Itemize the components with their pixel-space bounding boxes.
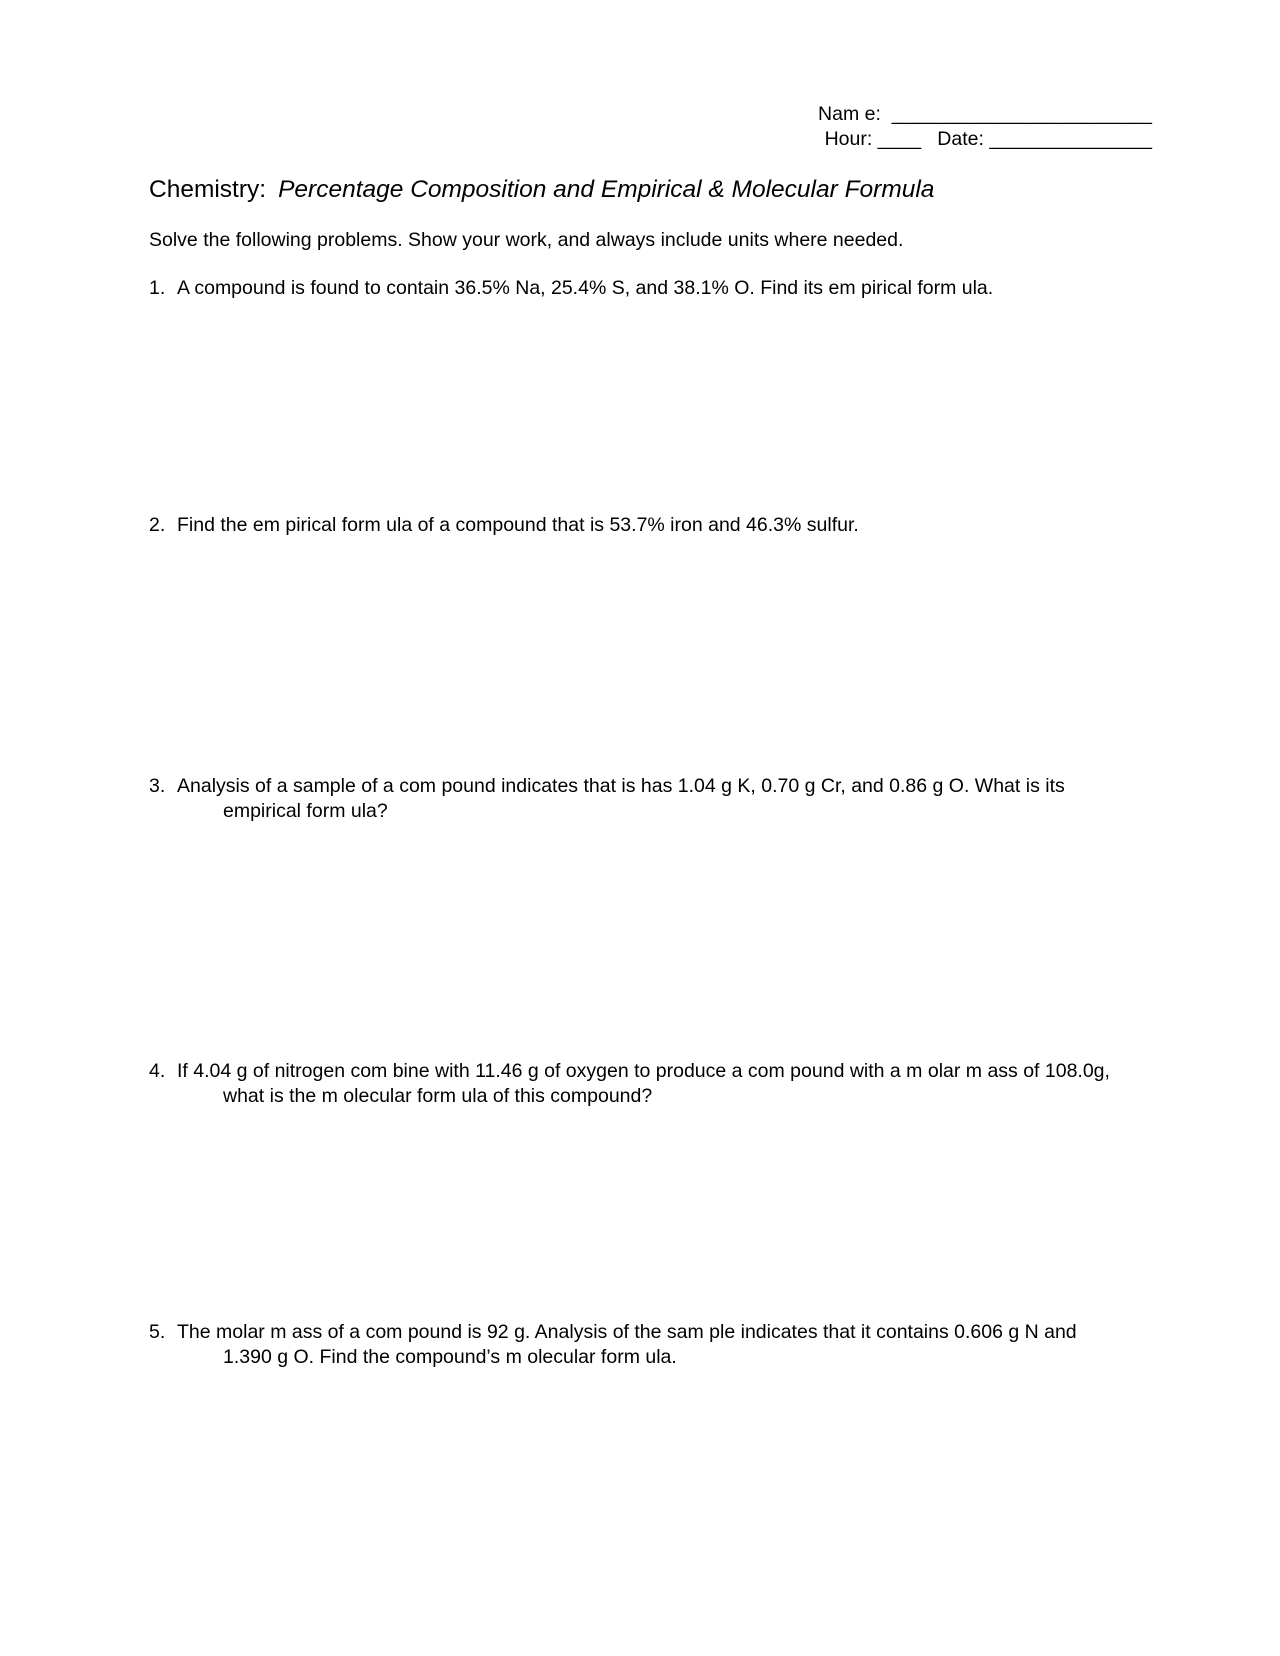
problem-4 (149, 1059, 1110, 1109)
problem-number: 2. (149, 514, 166, 536)
name-line: Nam e: ________________________ (818, 103, 1152, 125)
problem-1 (149, 276, 993, 301)
hour-date-line: Hour: ____ Date: _______________ (824, 128, 1152, 150)
problem-text: The molar m ass of a com pound is 92 g. Analysis of the sam ple indicates that it contains 0.606 g N and (177, 1321, 1077, 1343)
student-info-header (818, 102, 1152, 152)
title-subject: Chemistry: (149, 176, 267, 203)
problem-number: 1. (149, 277, 166, 299)
problem-text-continued: empirical form ula? (223, 800, 388, 822)
worksheet-title (149, 174, 934, 206)
problem-3 (149, 774, 1065, 824)
problem-2 (149, 513, 859, 538)
instructions: Solve the following problems. Show your work, and always include units where needed. (149, 229, 904, 251)
problem-text: A compound is found to contain 36.5% Na, 25.4% S, and 38.1% O. Find its em pirical form ula. (177, 277, 994, 299)
title-topic: Percentage Composition and Empirical & Molecular Formula (278, 176, 935, 203)
problem-text-continued: 1.390 g O. Find the compound’s m olecular form ula. (223, 1346, 677, 1368)
problem-text-continued: what is the m olecular form ula of this compound? (223, 1085, 653, 1107)
problem-number: 4. (149, 1060, 166, 1082)
problem-text: Analysis of a sample of a com pound indicates that is has 1.04 g K, 0.70 g Cr, and 0.86 g O. What is its (177, 775, 1065, 797)
problem-text: If 4.04 g of nitrogen com bine with 11.46 g of oxygen to produce a com pound with a m olar m ass of 108.0g, (177, 1060, 1110, 1082)
problem-number: 3. (149, 775, 166, 797)
problem-number: 5. (149, 1321, 166, 1343)
problem-5 (149, 1320, 1077, 1370)
problem-text: Find the em pirical form ula of a compound that is 53.7% iron and 46.3% sulfur. (177, 514, 859, 536)
